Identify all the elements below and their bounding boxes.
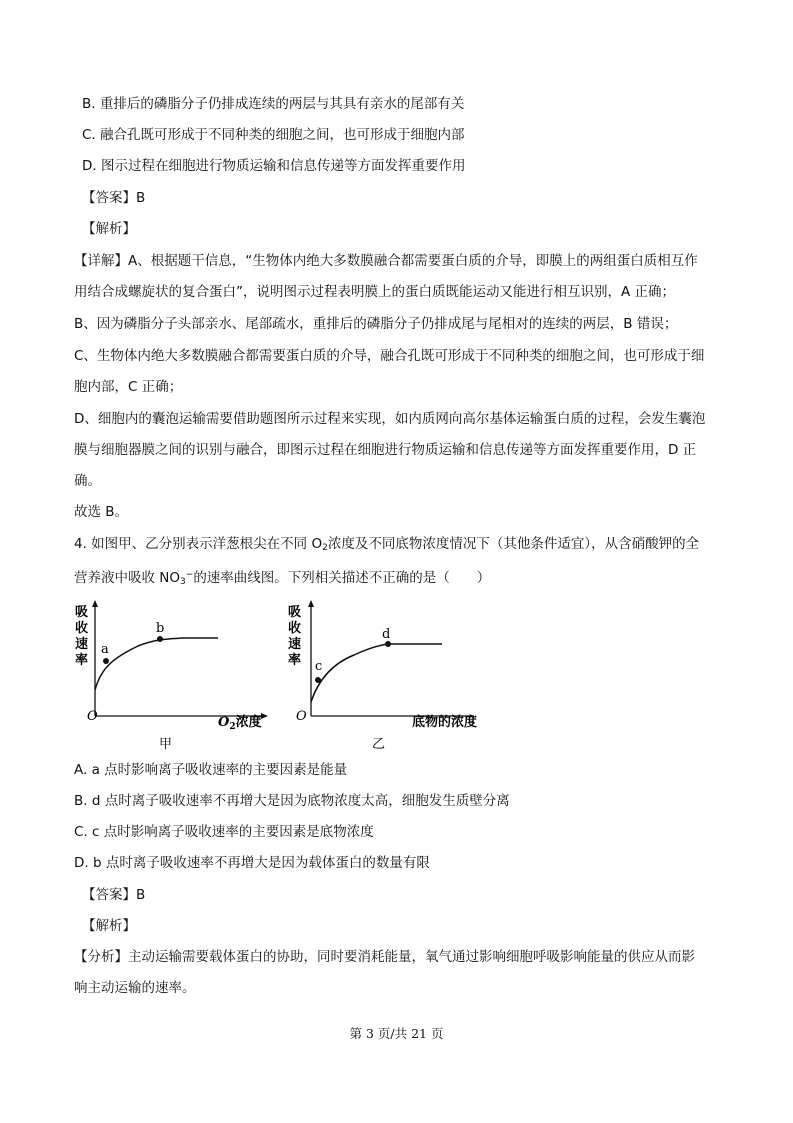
explanation-line: 用结合成螺旋状的复合蛋白”，说明图示过程表明膜上的蛋白质既能运动又能进行相互识别，A 正确； (74, 284, 676, 300)
point-label-d: d (382, 627, 391, 642)
origin-label: O (87, 709, 98, 724)
question-4-stem: 营养液中吸收 $NO_3^-$的速率曲线图。下列相关描述不正确的是（ ） (74, 570, 491, 587)
page-footer: 第 3 页/共 21 页 (349, 1026, 444, 1041)
explanation-line: 胞内部，C 正确； (74, 379, 183, 395)
figure-caption: 甲 (159, 737, 173, 750)
x-axis-label: 底物的浓度 (412, 715, 478, 730)
option-a: A. a 点时影响离子吸收速率的主要因素是能量 (74, 762, 348, 778)
figure-caption: 乙 (372, 737, 386, 750)
point-label-c: c (315, 659, 323, 674)
answer-label: 【答案】B (82, 887, 146, 903)
y-axis-label: 率 (288, 653, 302, 668)
explanation-line: B、因为磷脂分子头部亲水、尾部疏水，重排后的磷脂分子仍排成尾与尾相对的连续的两层，B 错误； (74, 316, 678, 332)
y-axis-label: 收 (75, 621, 89, 636)
explanation-line: 确。 (74, 473, 101, 489)
option-c: C. c 点时影响离子吸收速率的主要因素是底物浓度 (74, 824, 374, 840)
explanation-line: D、细胞内的囊泡运输需要借助题图所示过程来实现，如内质网向高尔基体运输蛋白质的过程，会发生囊泡 (74, 411, 706, 427)
option-d: D. b 点时离子吸收速率不再增大是因为载体蛋白的数量有限 (74, 855, 430, 871)
y-axis-label: 收 (288, 621, 302, 636)
analysis-line: 【分析】主动运输需要载体蛋白的协助，同时要消耗能量，氧气通过影响细胞呼吸影响能量的供应从而影 (74, 949, 695, 965)
option-b-text: B. 重排后的磷脂分子仍排成连续的两层与其具有亲水的尾部有关 (82, 96, 465, 112)
answer-label: 【答案】B (82, 190, 146, 206)
y-axis-label: 率 (75, 653, 89, 668)
y-axis-label: 吸 (288, 605, 302, 620)
explanation-line: 膜与细胞器膜之间的识别与融合，即图示过程在细胞进行物质运输和信息传递等方面发挥重要作用，D 正 (74, 442, 697, 458)
conclusion-line: 故选 B。 (74, 504, 129, 520)
explanation-line: 【详解】A、根据题干信息，“生物体内绝大多数膜融合都需要蛋白质的介导，即膜上的两组蛋白质相互作 (74, 253, 698, 269)
origin-label: O (296, 709, 307, 724)
point-label-a: a (101, 642, 109, 657)
y-axis-label: 吸 (75, 605, 89, 620)
option-d-text: D. 图示过程在细胞进行物质运输和信息传递等方面发挥重要作用 (82, 158, 466, 174)
analysis-label: 【解析】 (82, 221, 136, 237)
x-axis-label: $O_2$浓度 (218, 715, 262, 732)
y-axis-label: 速 (288, 637, 302, 652)
option-c-text: C. 融合孔既可形成于不同种类的细胞之间，也可形成于细胞内部 (82, 127, 465, 143)
figure-yi (284, 598, 494, 750)
figure-jia (68, 598, 268, 750)
y-axis-label: 速 (75, 637, 89, 652)
question-4-stem: 4. 如图甲、乙分别表示洋葱根尖在不同 $O_2$浓度及不同底物浓度情况下（其他条件适宜），从含硝酸钾的全 (74, 536, 700, 553)
explanation-line: C、生物体内绝大多数膜融合都需要蛋白质的介导，融合孔既可形成于不同种类的细胞之间，也可形成于细 (74, 348, 705, 364)
analysis-line: 响主动运输的速率。 (74, 980, 196, 996)
analysis-label: 【解析】 (82, 918, 136, 934)
point-label-b: b (156, 621, 165, 636)
option-b: B. d 点时离子吸收速率不再增大是因为底物浓度太高，细胞发生质壁分离 (74, 793, 510, 809)
